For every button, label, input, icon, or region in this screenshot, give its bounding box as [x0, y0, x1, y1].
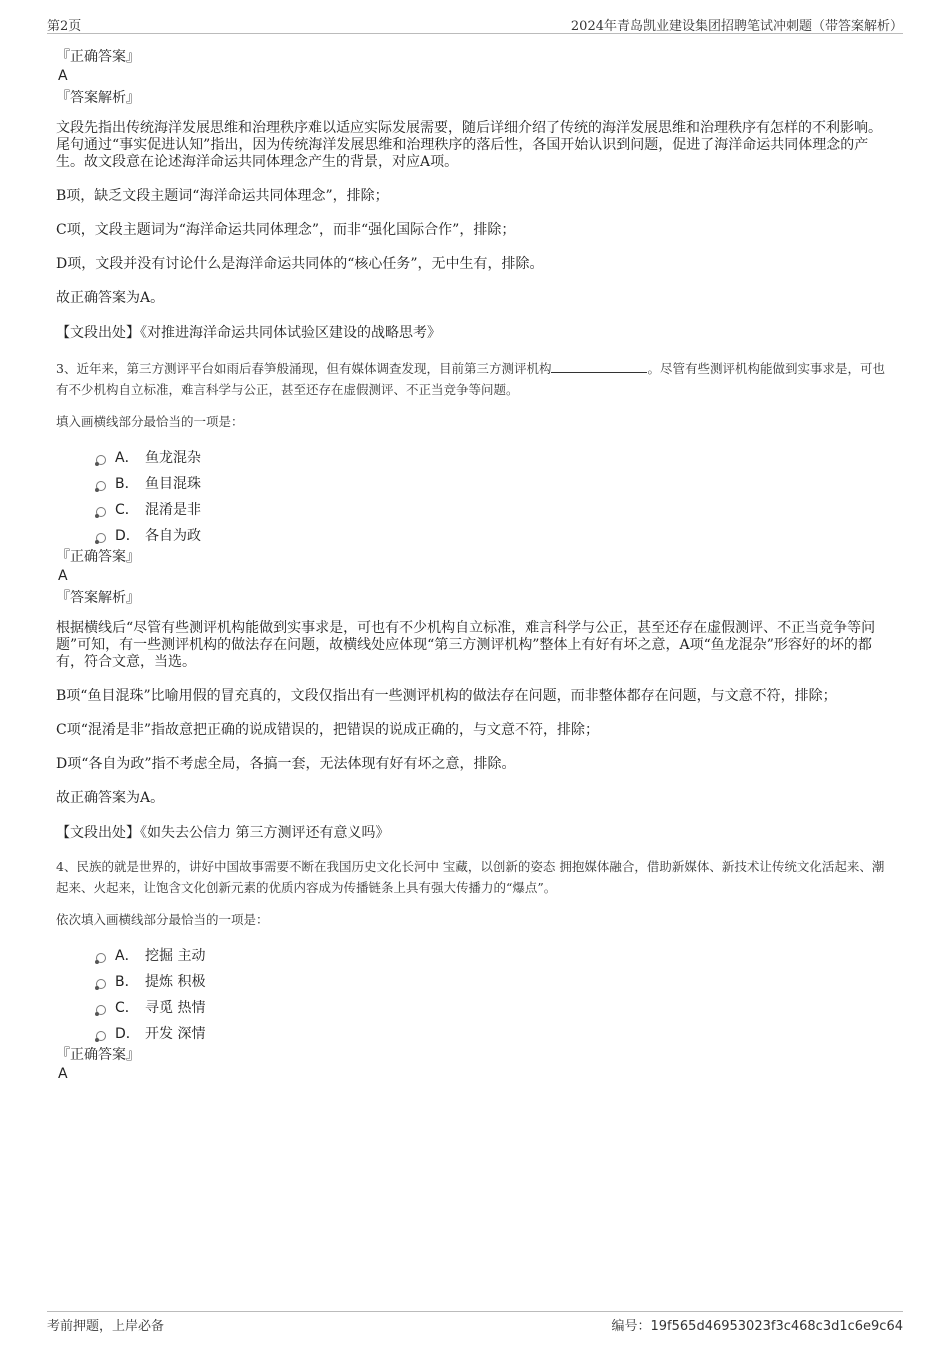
answer-value: A [58, 68, 68, 84]
answer-value: A [58, 568, 68, 584]
option-letter: B． [115, 476, 139, 492]
analysis-paragraph: C项，文段主题词为“海洋命运共同体理念”，而非“强化国际合作”，排除； [56, 222, 516, 238]
page-content [56, 44, 894, 1084]
option-text: 寻觅 热情 [145, 1000, 206, 1016]
page-number: 第2页 [47, 19, 82, 34]
option-letter: C． [115, 1000, 139, 1016]
option-letter: D． [115, 528, 140, 544]
option-b[interactable] [96, 968, 894, 994]
option-text: 鱼目混珠 [145, 476, 201, 492]
radio-icon[interactable] [96, 533, 106, 543]
analysis-conclusion: 故正确答案为A。 [56, 790, 165, 806]
code-label: 编号： [611, 1319, 651, 1334]
option-d[interactable] [96, 1020, 894, 1046]
answer-heading: 『正确答案』 [56, 1047, 140, 1063]
option-text: 挖掘 主动 [145, 948, 206, 964]
option-letter: B． [115, 974, 139, 990]
option-a[interactable] [96, 942, 894, 968]
option-text: 提炼 积极 [145, 974, 206, 990]
analysis-paragraph: 根据横线后“尽管有些测评机构能做到实事求是，可也有不少机构自立标准，难言科学与公正，甚至还存在虚假测评、不正当竞争等问题”可知，有一些测评机构的做法存在问题，故横线处应体现“第三方测评机构”整体上有好有坏之意，A项“鱼龙混杂”形容好的坏的都有，符合文意，当选。 [56, 620, 876, 670]
option-list [96, 942, 894, 1046]
option-c[interactable] [96, 994, 894, 1020]
option-c[interactable] [96, 496, 894, 522]
analysis-conclusion: 故正确答案为A。 [56, 290, 165, 306]
option-text: 混淆是非 [145, 502, 201, 518]
question-stem [56, 358, 894, 400]
question-prompt: 依次填入画横线部分最恰当的一项是： [56, 912, 269, 927]
analysis-heading: 『答案解析』 [56, 590, 140, 606]
question-stem: 4、民族的就是世界的，讲好中国故事需要不断在我国历史文化长河中 宝藏，以创新的姿态 拥抱媒体融合，借助新媒体、新技术让传统文化活起来、潮起来、火起来，让饱含文化创新元素的优质内容成为传播链条上具有强大传播力的“爆点”。 [56, 859, 885, 895]
analysis-heading: 『答案解析』 [56, 90, 140, 106]
radio-icon[interactable] [96, 1031, 106, 1041]
radio-icon[interactable] [96, 507, 106, 517]
option-a[interactable] [96, 444, 894, 470]
document-code [612, 1315, 904, 1334]
answer-heading: 『正确答案』 [56, 49, 140, 65]
option-letter: C． [115, 502, 139, 518]
radio-icon[interactable] [96, 455, 106, 465]
answer-value: A [58, 1066, 68, 1082]
radio-icon[interactable] [96, 953, 106, 963]
analysis-paragraph: B项“鱼目混珠”比喻用假的冒充真的，文段仅指出有一些测评机构的做法存在问题，而非整体都存在问题，与文意不符，排除； [56, 688, 837, 704]
source-citation: 【文段出处】《如失去公信力 第三方测评还有意义吗》 [56, 825, 390, 841]
radio-icon[interactable] [96, 481, 106, 491]
answer-heading: 『正确答案』 [56, 549, 140, 565]
option-d[interactable] [96, 522, 894, 548]
option-letter: A． [115, 450, 139, 466]
analysis-paragraph: B项，缺乏文段主题词“海洋命运共同体理念”，排除； [56, 188, 389, 204]
page-header [47, 14, 903, 34]
page-footer [47, 1311, 903, 1335]
code-value: 19f565d46953023f3c468c3d1c6e9c64 [650, 1319, 903, 1334]
analysis-paragraph: 文段先指出传统海洋发展思维和治理秩序难以适应实际发展需要，随后详细介绍了传统的海洋发展思维和治理秩序有怎样的不利影响。尾句通过“事实促进认知”指出，因为传统海洋发展思维和治理秩序的落后性，各国开始认识到问题，促进了海洋命运共同体理念的产生。故文段意在论述海洋命运共同体理念产生的背景，对应A项。 [56, 120, 882, 170]
radio-icon[interactable] [96, 979, 106, 989]
analysis-paragraph: C项“混淆是非”指故意把正确的说成错误的，把错误的说成正确的，与文意不符，排除； [56, 722, 600, 738]
option-letter: D． [115, 1026, 140, 1042]
analysis-paragraph: D项，文段并没有讨论什么是海洋命运共同体的“核心任务”，无中生有，排除。 [56, 256, 544, 272]
option-letter: A． [115, 948, 139, 964]
option-text: 鱼龙混杂 [145, 450, 201, 466]
option-b[interactable] [96, 470, 894, 496]
footer-slogan: 考前押题，上岸必备 [47, 1319, 165, 1334]
stem-text: 。尽管有些测评机构能做到实事求是，可也有不少机构自立标准，难言科学与公正，甚至还存在虚假测评、不正当竞争等问题。 [56, 361, 885, 397]
source-citation: 【文段出处】《对推进海洋命运共同体试验区建设的战略思考》 [56, 325, 441, 341]
radio-icon[interactable] [96, 1005, 106, 1015]
document-title: 2024年青岛凯业建设集团招聘笔试冲刺题（带答案解析） [570, 19, 903, 34]
option-text: 各自为政 [145, 528, 201, 544]
question-prompt: 填入画横线部分最恰当的一项是： [56, 414, 244, 429]
option-list [96, 444, 894, 548]
stem-text: 3、近年来，第三方测评平台如雨后春笋般涌现，但有媒体调查发现，目前第三方测评机构 [56, 361, 552, 376]
analysis-paragraph: D项“各自为政”指不考虑全局，各搞一套，无法体现有好有坏之意，排除。 [56, 756, 516, 772]
fill-blank [551, 360, 647, 373]
option-text: 开发 深情 [145, 1026, 206, 1042]
